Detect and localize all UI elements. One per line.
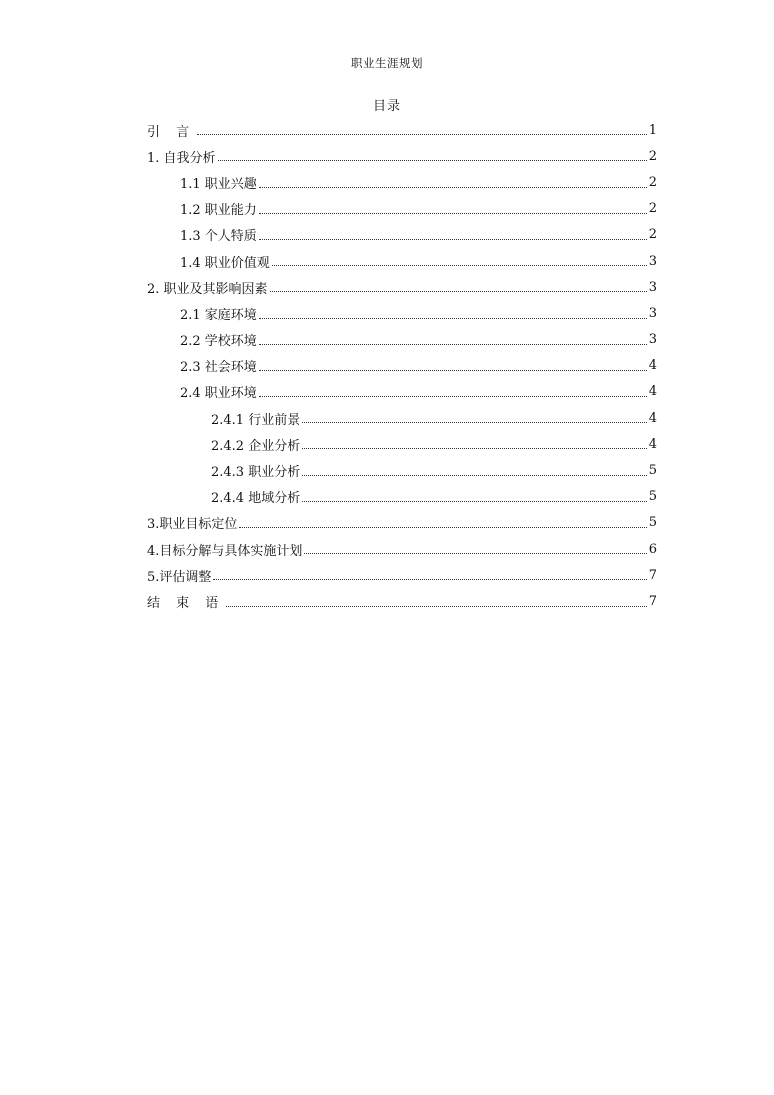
toc-entry-label: 2. 职业及其影响因素 xyxy=(147,281,268,297)
dot-leader xyxy=(259,186,647,188)
toc-entry-page: 2 xyxy=(648,174,657,190)
toc-entry-label: 1.2 职业能力 xyxy=(180,203,257,219)
toc-entry[interactable] xyxy=(147,562,657,588)
toc-entry-page: 3 xyxy=(648,253,657,269)
dot-leader xyxy=(197,133,647,135)
toc-entry-page: 3 xyxy=(648,305,657,321)
toc-entry[interactable] xyxy=(147,457,657,483)
toc-entry[interactable] xyxy=(147,405,657,431)
toc-entry-page: 2 xyxy=(648,201,657,217)
toc-entry[interactable] xyxy=(147,484,657,510)
toc-entry-label: 结 束 语 xyxy=(147,595,225,611)
toc-entry-label: 2.4.2 企业分析 xyxy=(211,438,301,454)
dot-leader xyxy=(259,317,647,319)
toc-entry-label: 2.2 学校环境 xyxy=(180,334,257,350)
page-header: 职业生涯规划 xyxy=(351,56,423,70)
toc-entry[interactable] xyxy=(147,379,657,405)
toc-entry-page: 2 xyxy=(648,148,657,164)
toc-entry-label: 2.4.4 地域分析 xyxy=(211,491,301,507)
toc-entry-page: 4 xyxy=(648,358,657,374)
toc-entry[interactable] xyxy=(147,300,657,326)
toc-entry-label: 3.职业目标定位 xyxy=(147,517,238,533)
dot-leader xyxy=(302,447,647,449)
toc-entry-label: 2.3 社会环境 xyxy=(180,360,257,376)
dot-leader xyxy=(226,605,646,607)
toc-entry[interactable] xyxy=(147,353,657,379)
dot-leader xyxy=(259,238,647,240)
dot-leader xyxy=(302,421,647,423)
dot-leader xyxy=(259,395,647,397)
toc-entry-page: 4 xyxy=(648,410,657,426)
dot-leader xyxy=(213,578,646,580)
toc-entry-label: 1.4 职业价值观 xyxy=(180,255,270,271)
toc-entry-label: 1.3 个人特质 xyxy=(180,229,257,245)
dot-leader xyxy=(270,290,647,292)
toc-entry[interactable] xyxy=(147,196,657,222)
toc-entry-label: 引 言 xyxy=(147,124,196,140)
dot-leader xyxy=(259,369,647,371)
toc-entry-label: 2.4.3 职业分析 xyxy=(211,465,301,481)
dot-leader xyxy=(302,474,647,476)
toc-entry-page: 7 xyxy=(648,593,657,609)
toc-entry-page: 5 xyxy=(648,515,657,531)
toc-entry-label: 4.目标分解与具体实施计划 xyxy=(147,543,303,559)
toc-entry[interactable] xyxy=(147,117,657,143)
dot-leader xyxy=(272,264,647,266)
toc-entry-page: 4 xyxy=(648,384,657,400)
toc-entry[interactable] xyxy=(147,536,657,562)
dot-leader xyxy=(218,159,647,161)
toc-entry-page: 4 xyxy=(648,436,657,452)
toc-entry-label: 1. 自我分析 xyxy=(147,150,216,166)
toc-entry-label: 5.评估调整 xyxy=(147,569,212,585)
toc-entry[interactable] xyxy=(147,143,657,169)
toc-entry-page: 5 xyxy=(648,463,657,479)
dot-leader xyxy=(259,212,647,214)
toc-entry[interactable] xyxy=(147,222,657,248)
toc-entry-label: 1.1 职业兴趣 xyxy=(180,176,257,192)
toc-entry[interactable] xyxy=(147,510,657,536)
toc-entry-page: 1 xyxy=(648,122,657,138)
toc-entry[interactable] xyxy=(147,431,657,457)
toc-entry-label: 2.1 家庭环境 xyxy=(180,307,257,323)
toc-entry[interactable] xyxy=(147,248,657,274)
toc-entry[interactable] xyxy=(147,274,657,300)
dot-leader xyxy=(239,526,646,528)
toc-entry[interactable] xyxy=(147,169,657,195)
toc-entry-page: 2 xyxy=(648,227,657,243)
toc-entry-page: 3 xyxy=(648,279,657,295)
table-of-contents xyxy=(147,117,657,615)
dot-leader xyxy=(259,343,647,345)
toc-entry-page: 5 xyxy=(648,489,657,505)
toc-entry-page: 3 xyxy=(648,332,657,348)
toc-entry-page: 7 xyxy=(648,567,657,583)
dot-leader xyxy=(302,500,647,502)
toc-entry-page: 6 xyxy=(648,541,657,557)
toc-entry-label: 2.4.1 行业前景 xyxy=(211,412,301,428)
toc-title: 目录 xyxy=(372,99,401,114)
toc-entry-label: 2.4 职业环境 xyxy=(180,386,257,402)
toc-entry[interactable] xyxy=(147,327,657,353)
dot-leader xyxy=(304,552,646,554)
toc-entry[interactable] xyxy=(147,588,657,614)
